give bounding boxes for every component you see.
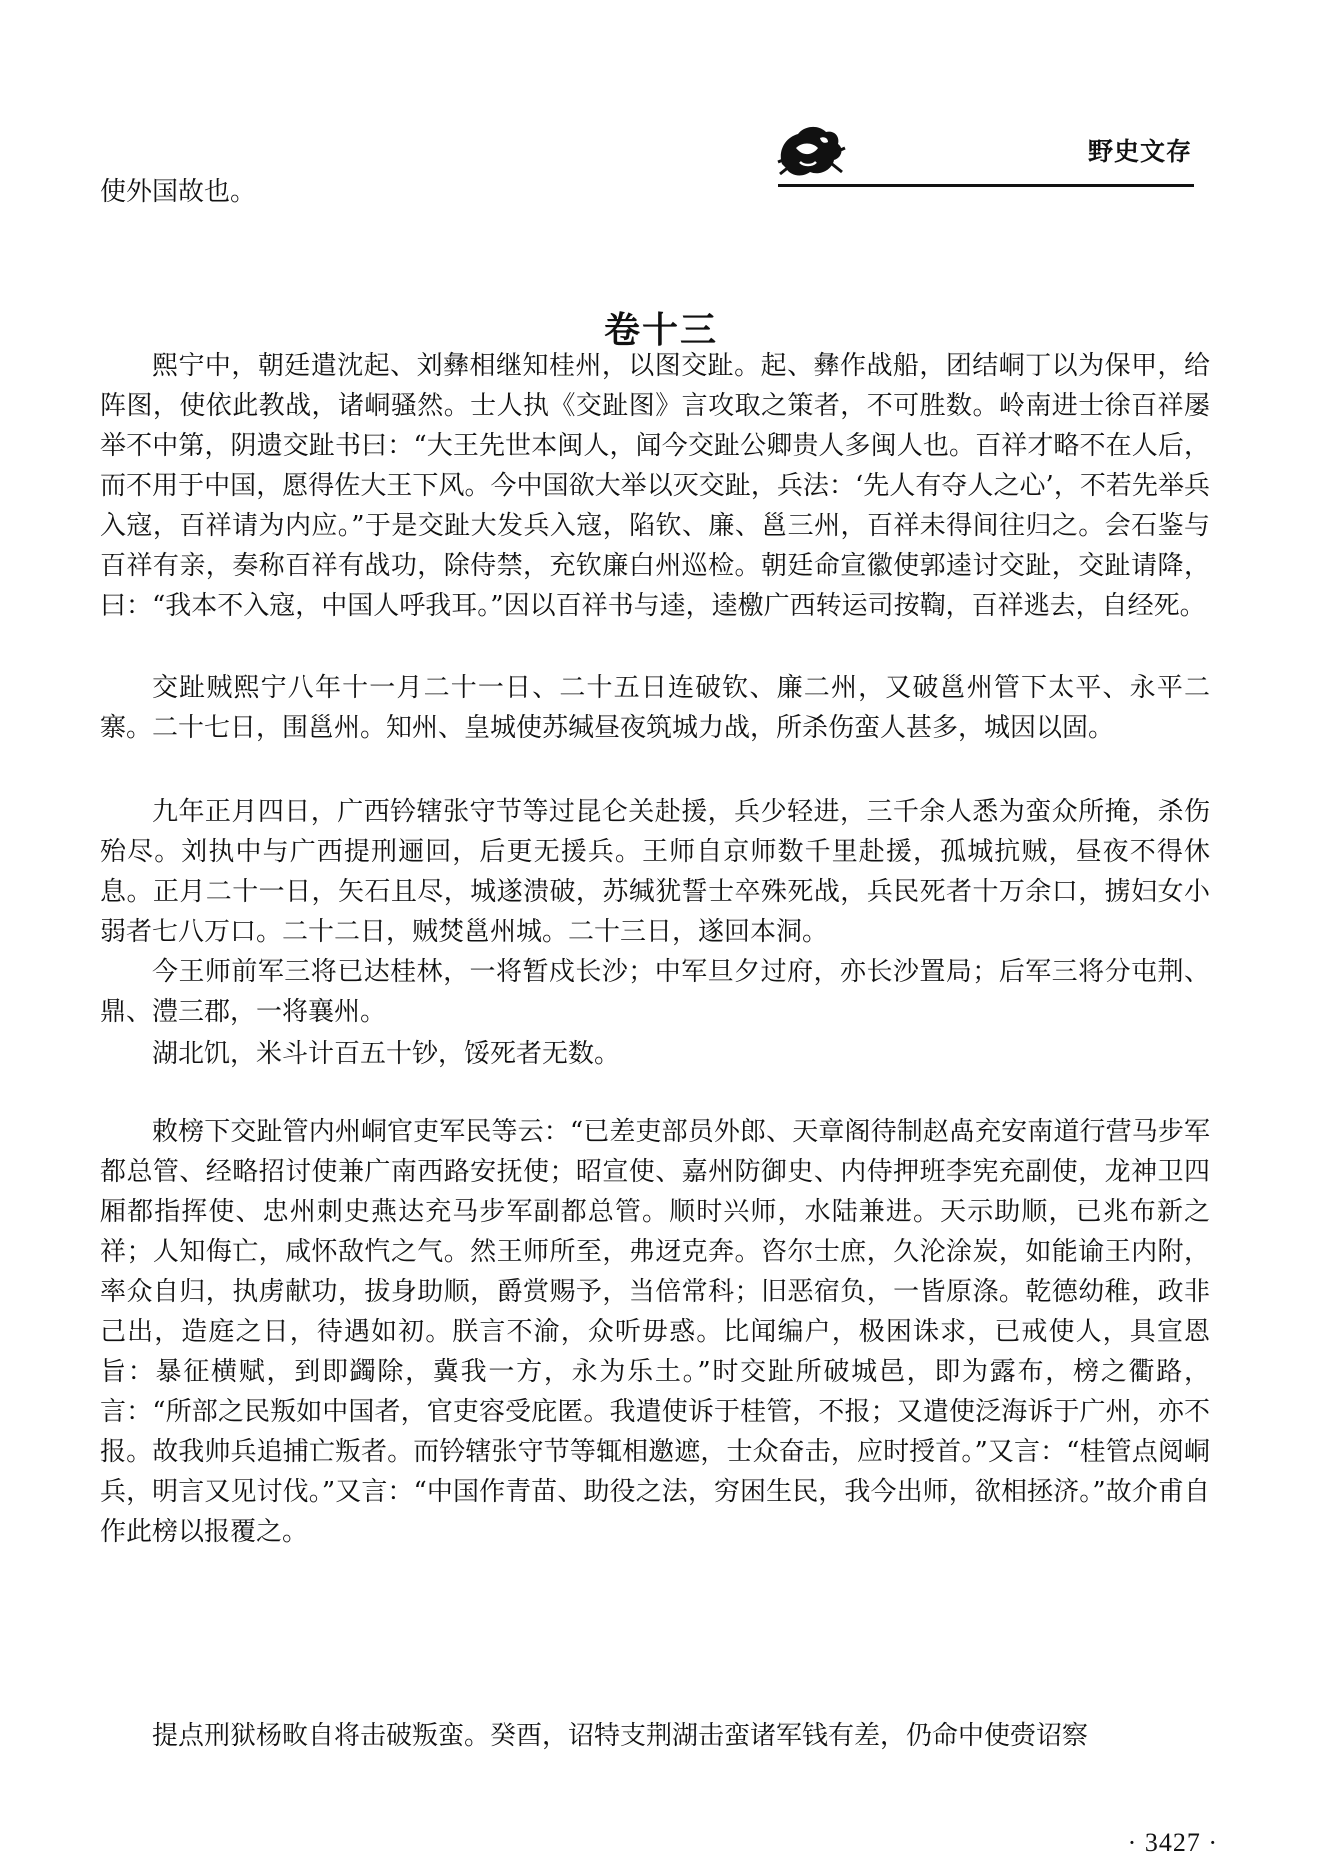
paragraph-6: 敕榜下交趾管内州峒官吏军民等云：“已差吏部员外郎、天章阁待制赵卨充安南道行营马步军都总管、经略招讨使兼广南西路安抚使；昭宣使、嘉州防御史、内侍押班李宪充副使，龙神卫四厢都指挥使、忠州刺史燕达充马步军副都总管。顺时兴师，水陆兼进。天示助顺，已兆布新之祥；人知侮亡，咸怀敌忾之气。然王师所至，弗迓克奔。咨尔士庶，久沦涂炭，如能谕王内附，率众自归，执虏献功，拔身助顺，爵赏赐予，当倍常科；旧恶宿负，一皆原涤。乾德幼稚，政非己出，造庭之日，待遇如初。朕言不渝，众听毋惑。比闻编户，极困诛求，已戒使人，具宣恩旨：暴征横赋，到即蠲除，冀我一方，永为乐土。”时交趾所破城邑，即为露布，榜之衢路，言：“所部之民叛如中国者，官吏容受庇匿。我遣使诉于桂管，不报；又遣使泛海诉于广州，亦不报。故我帅兵追捕亡叛者。而钤辖张守节等辄相邀遮，士众奋击，应时授首。”又言：“桂管点阅峒兵，明言又见讨伐。”又言：“中国作青苗、助役之法，穷困生民，我今出师，欲相拯济。”故介甫自作此榜以报覆之。 bbox=[100, 1117, 1210, 1547]
chapter-title: 卷十三 bbox=[603, 310, 718, 351]
paragraph-2: 交趾贼熙宁八年十一月二十一日、二十五日连破钦、廉二州，又破邕州管下太平、永平二寨。二十七日，围邕州。知州、皇城使苏缄昼夜筑城力战，所杀伤蛮人甚多，城因以固。 bbox=[100, 673, 1210, 743]
series-title: 野史文存 bbox=[1087, 137, 1192, 166]
page-number: · 3427 · bbox=[1127, 1828, 1218, 1857]
continuation-line: 使外国故也。 bbox=[100, 177, 257, 207]
paragraph-3: 九年正月四日，广西钤辖张守节等过昆仑关赴援，兵少轻进，三千余人悉为蛮众所掩，杀伤殆尽。刘执中与广西提刑逦回，后更无援兵。王师自京师数千里赴援，孤城抗贼，昼夜不得休息。正月二十一日，矢石且尽，城遂溃破，苏缄犹誓士卒殊死战，兵民死者十万余口，掳妇女小弱者七八万口。二十二日，贼焚邕州城。二十三日，遂回本洞。 bbox=[100, 797, 1210, 947]
paragraph-1: 熙宁中，朝廷遣沈起、刘彝相继知桂州，以图交趾。起、彝作战船，团结峒丁以为保甲，给阵图，使依此教战，诸峒骚然。士人执《交趾图》言攻取之策者，不可胜数。岭南进士徐百祥屡举不中第，阴遗交趾书曰：“大王先世本闽人，闻今交趾公卿贵人多闽人也。百祥才略不在人后，而不用于中国，愿得佐大王下风。今中国欲大举以灭交趾，兵法：‘先人有夺人之心’，不若先举兵入寇，百祥请为内应。”于是交趾大发兵入寇，陷钦、廉、邕三州，百祥未得间往归之。会石鉴与百祥有亲，奏称百祥有战功，除侍禁，充钦廉白州巡检。朝廷命宣徽使郭逵讨交趾，交趾请降，曰：“我本不入寇，中国人呼我耳。”因以百祥书与逵，逵檄广西转运司按鞫，百祥逃去，自经死。 bbox=[100, 351, 1210, 621]
paragraph-7: 提点刑狱杨畋自将击破叛蛮。癸酉，诏特支荆湖击蛮诸军钱有差，仍命中使赍诏察 bbox=[152, 1721, 1089, 1751]
paragraph-4: 今王师前军三将已达桂林，一将暂戍长沙；中军旦夕过府，亦长沙置局；后军三将分屯荆、鼎、澧三郡，一将襄州。 bbox=[100, 957, 1210, 1027]
paragraph-5: 湖北饥，米斗计百五十钞，馁死者无数。 bbox=[152, 1039, 621, 1069]
